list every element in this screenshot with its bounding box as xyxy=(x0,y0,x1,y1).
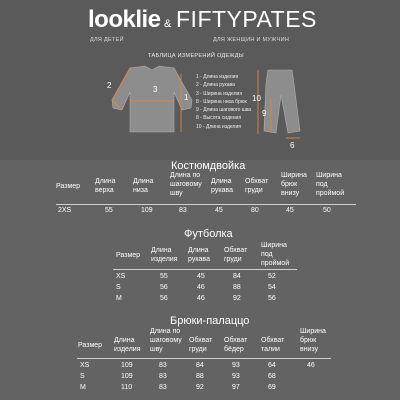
table-cell: 46 xyxy=(197,284,205,291)
suit-header-top-length: Длина верха xyxy=(95,178,116,194)
table-cell: 84 xyxy=(196,362,204,369)
table-cell: 56 xyxy=(268,295,276,302)
tshirt-section-title: Футболка xyxy=(184,228,233,240)
legend-item: 1 - Длина изделия xyxy=(196,74,239,80)
fig-number-1: 1 xyxy=(184,93,189,102)
ampersand: & xyxy=(164,18,172,30)
legend-item: 10 - Длина изделия xyxy=(196,123,241,130)
pants-divider xyxy=(77,358,331,359)
table-cell: 55 xyxy=(160,273,168,280)
tshirt-header-chest: Обхват груди xyxy=(224,247,248,263)
table-cell: 64 xyxy=(268,362,276,369)
legend-item: 9 - Длина шагового шва xyxy=(196,107,252,114)
table-cell: 93 xyxy=(232,362,240,369)
suit-header-armhole-width: Ширина под проймой xyxy=(316,172,345,197)
table-cell: 56 xyxy=(160,295,168,302)
looklie-subtitle: ДЛЯ ДЕТЕЙ xyxy=(90,37,124,43)
tshirt-header-size: Размер xyxy=(116,252,141,259)
table-cell: XS xyxy=(116,273,126,280)
pants-header-size: Размер xyxy=(78,342,103,349)
pants-header-length: Длина изделия xyxy=(114,337,141,353)
tables-panel xyxy=(0,160,400,400)
tshirt-header-armhole: Ширина под проймой xyxy=(261,242,290,267)
table-cell: 80 xyxy=(251,207,259,214)
table-cell: 92 xyxy=(196,384,204,391)
fiftypates-subtitle: ДЛЯ ЖЕНЩИН И МУЖЧИН xyxy=(213,37,290,43)
legend-item: 2 - Длина рукава xyxy=(196,82,235,89)
shirt-icon xyxy=(112,66,192,132)
suit-divider xyxy=(56,204,356,205)
fig-number-6: 6 xyxy=(290,141,295,150)
table-cell: 110 xyxy=(121,384,133,391)
table-cell: 92 xyxy=(233,295,241,302)
table-cell: 88 xyxy=(196,373,204,380)
table-cell: M xyxy=(116,295,122,302)
header-panel xyxy=(0,0,400,165)
table-cell: 83 xyxy=(159,384,167,391)
table-cell: S xyxy=(80,373,85,380)
tshirt-header-length: Длина изделия xyxy=(151,247,178,263)
table-cell: 109 xyxy=(141,207,153,214)
table-cell: 69 xyxy=(268,384,276,391)
table-cell: 83 xyxy=(159,373,167,380)
table-cell: 45 xyxy=(215,207,223,214)
pants-header-hips: Обхват бёдер xyxy=(224,337,248,353)
table-cell: 45 xyxy=(197,273,205,280)
pants-header-pant-width: Ширина брюк внизу xyxy=(300,328,326,353)
table-cell: 83 xyxy=(179,207,187,214)
looklie-logo: looklie xyxy=(88,6,161,33)
legend-item: 3 - Ширина изделия xyxy=(196,90,243,97)
measurement-table-title: ТАБЛИЦА ИЗМЕРЕНИЙ ОДЕЖДЫ xyxy=(148,53,244,59)
tshirt-header-sleeve: Длина рукава xyxy=(188,247,210,263)
table-cell: 52 xyxy=(268,273,276,280)
suit-header-size: Размер xyxy=(56,183,81,190)
table-cell: S xyxy=(116,284,121,291)
table-cell: 54 xyxy=(268,284,276,291)
suit-header-chest: Обхват груди xyxy=(245,178,269,194)
legend-item: 8 - Высота сидения xyxy=(196,115,242,122)
fig-number-3: 3 xyxy=(153,85,158,94)
fig-number-2: 2 xyxy=(107,81,112,90)
table-cell: 97 xyxy=(232,384,240,391)
legend-item: 8 - Ширина низа брюк xyxy=(196,98,247,105)
table-cell: 109 xyxy=(121,373,133,380)
table-cell: 2XS xyxy=(58,207,72,214)
pants-header-waist: Обхват талии xyxy=(261,337,285,353)
measurement-legend xyxy=(196,73,251,131)
table-cell: 88 xyxy=(233,284,241,291)
pants-section-title: Брюки-палаццо xyxy=(170,315,250,327)
table-cell: M xyxy=(80,384,86,391)
table-cell: 55 xyxy=(105,207,113,214)
suit-section-title: Костюмдвойка xyxy=(171,160,246,172)
table-cell: XS xyxy=(80,362,90,369)
suit-header-bottom-length: Длина низа xyxy=(133,178,154,194)
table-cell: 46 xyxy=(197,295,205,302)
table-cell: 45 xyxy=(286,207,294,214)
table-cell: 109 xyxy=(121,362,133,369)
pants-icon xyxy=(258,70,300,138)
pants-header-inseam: Длина по шаговому шву xyxy=(150,328,182,353)
table-cell: 83 xyxy=(159,362,167,369)
fiftypates-logo: FIFTYPATES xyxy=(176,6,317,32)
table-cell: 84 xyxy=(233,273,241,280)
suit-header-pant-width: Ширина брюк внизу xyxy=(281,172,307,197)
table-cell: 46 xyxy=(307,362,315,369)
table-cell: 93 xyxy=(232,373,240,380)
pants-header-chest: Обхват груди xyxy=(189,337,213,353)
tshirt-divider xyxy=(113,269,297,270)
table-cell: 56 xyxy=(160,284,168,291)
fig-number-9: 9 xyxy=(262,109,267,118)
table-cell: 68 xyxy=(268,373,276,380)
fig-number-10: 10 xyxy=(252,94,261,103)
suit-header-sleeve: Длина рукава xyxy=(211,178,233,194)
suit-header-inseam: Длина по шаговому шву xyxy=(170,172,202,197)
table-cell: 50 xyxy=(323,207,331,214)
